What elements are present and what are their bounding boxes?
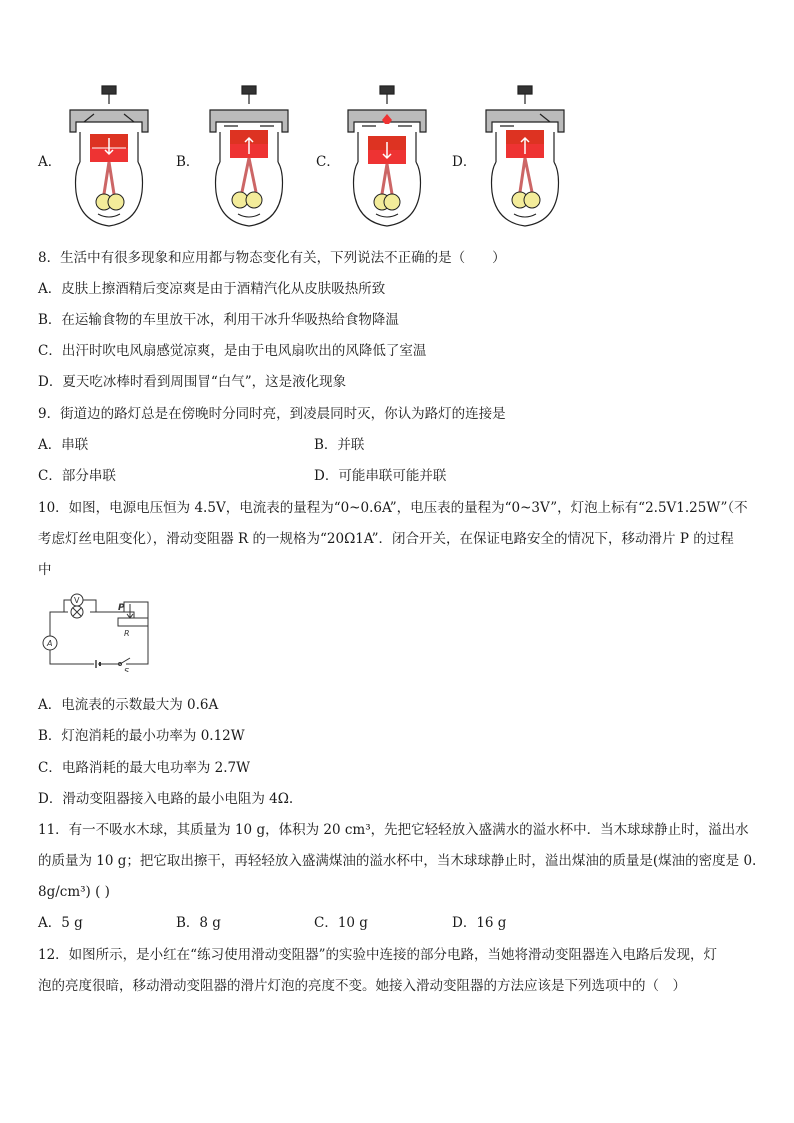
rheostat-r-label: R	[124, 629, 130, 638]
q8-option-b: B．在运输食物的车里放干冰，利用干冰升华吸热给食物降温	[38, 312, 399, 328]
engine-diagram-c	[342, 82, 432, 236]
q10-option-b: B．灯泡消耗的最小功率为 0.12W	[38, 728, 245, 744]
q7-option-a-label: A．	[38, 154, 62, 170]
q9-option-d: D．可能串联可能并联	[314, 468, 447, 484]
q8-stem: 8．生活中有很多现象和应用都与物态变化有关，下列说法不正确的是（ ）	[38, 250, 506, 266]
q9-stem: 9．街道边的路灯总是在傍晚时分同时亮，到凌晨同时灭，你认为路灯的连接是	[38, 406, 506, 422]
engine-diagram-b	[204, 82, 294, 236]
q9-option-c: C．部分串联	[38, 468, 116, 484]
q10-stem-line3: 中	[38, 562, 52, 578]
q8-option-c: C．出汗时吹电风扇感觉凉爽，是由于电风扇吹出的风降低了室温	[38, 343, 427, 359]
q9-option-a: A．串联	[38, 437, 89, 453]
q10-option-a: A．电流表的示数最大为 0.6A	[38, 697, 219, 713]
q11-stem-line3: 8g/cm³) ( )	[38, 884, 110, 900]
q10-circuit-diagram	[38, 592, 158, 676]
engine-diagram-a	[64, 82, 154, 236]
q8-option-a: A．皮肤上擦酒精后变凉爽是由于酒精汽化从皮肤吸热所致	[38, 281, 386, 297]
q10-option-c: C．电路消耗的最大电功率为 2.7W	[38, 760, 250, 776]
q12-stem-line2: 泡的亮度很暗，移动滑动变阻器的滑片灯泡的亮度不变。她接入滑动变阻器的方法应该是下列选项中的（ ）	[38, 978, 686, 994]
q10-stem-line2: 考虑灯丝电阻变化），滑动变阻器 R 的一规格为“20Ω1A”．闭合开关，在保证电路安全的情况下，移动滑片 P 的过程	[38, 531, 734, 547]
q11-stem-line2: 的质量为 10 g；把它取出擦干，再轻轻放入盛满煤油的溢水杯中，当木球球静止时，溢出煤油的质量是(煤油的密度是 0.	[38, 853, 757, 869]
q7-option-d-label: D．	[452, 154, 477, 170]
q11-option-d: D．16 g	[452, 915, 507, 931]
q8-option-d: D．夏天吃冰棒时看到周围冒“白气”，这是液化现象	[38, 374, 347, 390]
slider-p-label: P	[118, 603, 125, 613]
voltmeter-label: V	[74, 596, 80, 605]
q7-option-c-label: C．	[316, 154, 340, 170]
q7-option-b-label: B．	[176, 154, 200, 170]
q10-stem-line1: 10．如图，电源电压恒为 4.5V，电流表的量程为“0~0.6A”，电压表的量程为“0~3V”，灯泡上标有“2.5V1.25W”（不	[38, 500, 748, 516]
q11-option-a: A．5 g	[38, 915, 83, 931]
q11-option-b: B．8 g	[176, 915, 221, 931]
switch-s-label: S	[124, 667, 130, 672]
q9-option-b: B．并联	[314, 437, 365, 453]
q11-option-c: C．10 g	[314, 915, 368, 931]
q11-stem-line1: 11．有一不吸水木球，其质量为 10 g，体积为 20 cm³，先把它轻轻放入盛满水的溢水杯中．当木球球静止时，溢出水	[38, 822, 749, 838]
q10-option-d: D．滑动变阻器接入电路的最小电阻为 4Ω.	[38, 791, 294, 807]
engine-diagram-d	[480, 82, 570, 236]
ammeter-label: A	[47, 639, 53, 648]
q12-stem-line1: 12．如图所示，是小红在“练习使用滑动变阻器”的实验中连接的部分电路，当她将滑动变阻器连入电路后发现，灯	[38, 947, 717, 963]
